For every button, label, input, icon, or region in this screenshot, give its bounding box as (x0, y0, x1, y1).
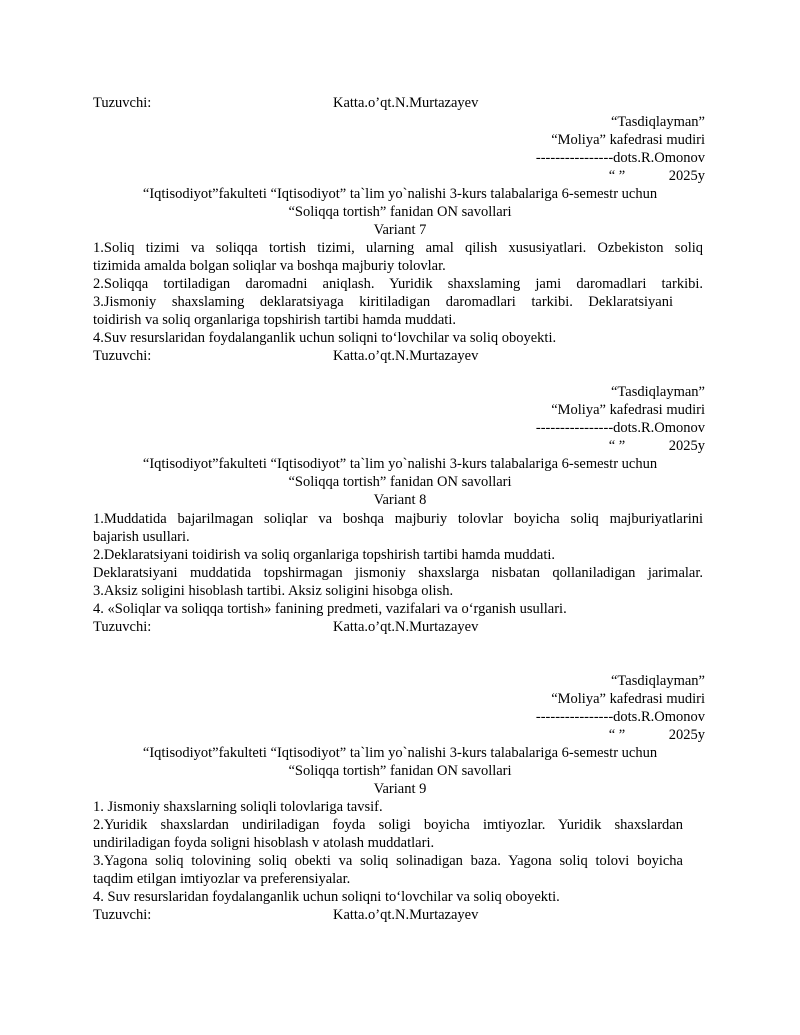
question-line: 4. «Soliqlar va soliqqa tortish» fanining predmeti, vazifalari va o‘rganish usullari. (93, 601, 567, 617)
question-line: 1.Soliq tizimi va soliqqa tortish tizimi, ularning amal qilish xususiyatlari. Ozbekiston soliq (93, 240, 703, 256)
approve-sign: ----------------dots.R.Omonov (535, 150, 705, 166)
question-line: 3.Aksiz soligini hisoblash tartibi. Aksiz soligini hisobga olish. (93, 583, 454, 599)
approve-date (609, 437, 705, 455)
approve-date (609, 726, 705, 744)
date-quotes: “ ” (608, 727, 626, 743)
header-line-2: “Soliqqa tortish” fanidan ON savollari (288, 474, 512, 490)
author-label: Tuzuvchi: (93, 619, 152, 635)
question-line: 4. Suv resurslaridan foydalanganlik uchun soliqni to‘lovchilar va soliq oboyekti. (93, 889, 560, 905)
approve-sign: ----------------dots.R.Omonov (535, 709, 705, 725)
date-quotes: “ ” (608, 168, 626, 184)
author-label: Tuzuvchi: (93, 95, 152, 111)
header-line-2: “Soliqqa tortish” fanidan ON savollari (288, 763, 512, 779)
author-name: Katta.o’qt.N.Murtazayev (333, 348, 479, 364)
approve-dept: “Moliya” kafedrasi mudiri (551, 132, 705, 148)
approve-dept: “Moliya” kafedrasi mudiri (551, 691, 705, 707)
question-line: 2.Deklaratsiyani toidirish va soliq organlariga topshirish tartibi hamda muddati. (93, 547, 556, 563)
header-line-1: “Iqtisodiyot”fakulteti “Iqtisodiyot” ta`lim yo`nalishi 3-kurs talabalariga 6-semestr uchun (142, 456, 658, 472)
header-line-1: “Iqtisodiyot”fakulteti “Iqtisodiyot” ta`lim yo`nalishi 3-kurs talabalariga 6-semestr uchun (142, 745, 658, 761)
question-line: 4.Suv resurslaridan foydalanganlik uchun soliqni to‘lovchilar va soliq oboyekti. (93, 330, 557, 346)
approve-title: “Tasdiqlayman” (610, 114, 705, 130)
approve-sign: ----------------dots.R.Omonov (535, 420, 705, 436)
header-line-1: “Iqtisodiyot”fakulteti “Iqtisodiyot” ta`lim yo`nalishi 3-kurs talabalariga 6-semestr uchun (142, 186, 658, 202)
question-line: 1.Muddatida bajarilmagan soliqlar va boshqa majburiy tolovlar boyicha soliq majburiyatlarini (93, 511, 703, 527)
header-line-2: “Soliqqa tortish” fanidan ON savollari (288, 204, 512, 220)
variant-title: Variant 9 (373, 781, 427, 797)
question-line: 3.Yagona soliq tolovining soliq obekti va soliq solinadigan baza. Yagona soliq tolovi boyicha (93, 853, 683, 869)
question-line: 2.Yuridik shaxslardan undiriladigan foyda soligi boyicha imtiyozlar. Yuridik shaxslardan (93, 817, 683, 833)
question-line: 3.Jismoniy shaxslaming deklaratsiyaga kiritiladigan daromadlari tarkibi. Deklaratsiyani (93, 294, 673, 310)
variant-title: Variant 7 (373, 222, 427, 238)
approve-title: “Tasdiqlayman” (610, 384, 705, 400)
question-line: undiriladigan foyda soligni hisoblash v atolash muddatlari. (93, 835, 435, 851)
approve-dept: “Moliya” kafedrasi mudiri (551, 402, 705, 418)
date-year: 2025y (668, 168, 705, 184)
author-name: Katta.o’qt.N.Murtazayev (333, 907, 479, 923)
author-name: Katta.o’qt.N.Murtazayev (333, 95, 479, 111)
question-line: toidirish va soliq organlariga topshirish tartibi hamda muddati. (93, 312, 456, 328)
author-label: Tuzuvchi: (93, 348, 152, 364)
question-line: Deklaratsiyani muddatida topshirmagan jismoniy shaxslarga nisbatan qollaniladigan jarimalar. (93, 565, 703, 581)
question-line: bajarish usullari. (93, 529, 190, 545)
author-label: Tuzuvchi: (93, 907, 152, 923)
date-quotes: “ ” (608, 438, 626, 454)
question-line: tizimida amalda bolgan soliqlar va boshqa majburiy tolovlar. (93, 258, 446, 274)
variant-title: Variant 8 (373, 492, 427, 508)
date-year: 2025y (668, 438, 705, 454)
approve-title: “Tasdiqlayman” (610, 673, 705, 689)
question-line: 2.Soliqqa tortiladigan daromadni aniqlash. Yuridik shaxslaming jami daromadlari tarkibi. (93, 276, 703, 292)
question-line: 1. Jismoniy shaxslarning soliqli tolovlariga tavsif. (93, 799, 383, 815)
date-year: 2025y (668, 727, 705, 743)
question-line: taqdim etilgan imtiyozlar va preferensiyalar. (93, 871, 351, 887)
approve-date (609, 167, 705, 185)
author-name: Katta.o’qt.N.Murtazayev (333, 619, 479, 635)
